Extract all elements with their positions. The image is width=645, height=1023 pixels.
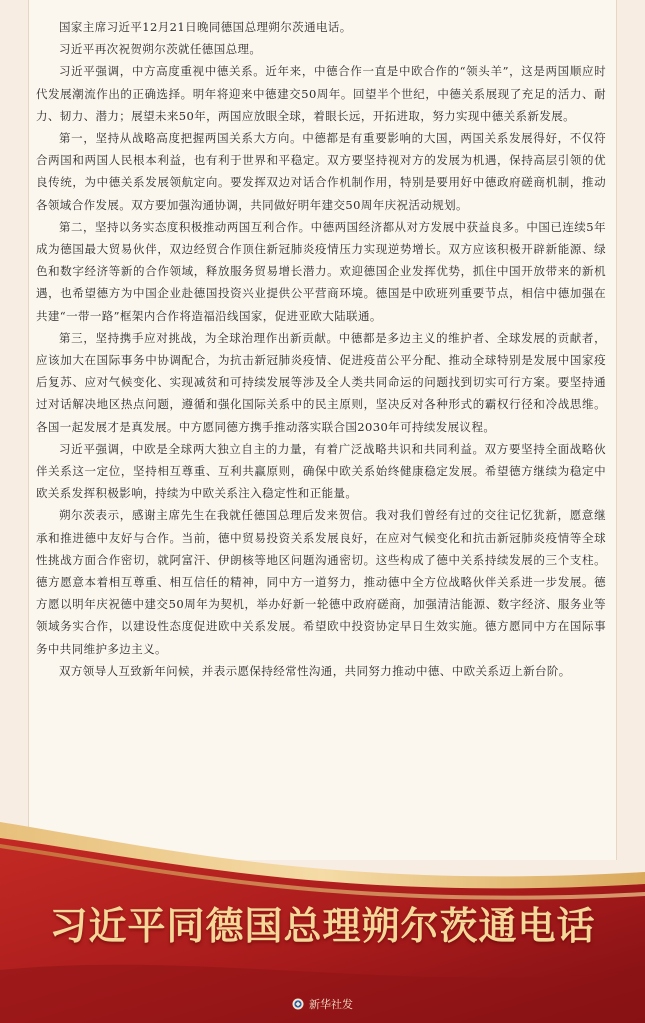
article-body [36, 16, 606, 682]
agency-credit [0, 996, 645, 1012]
article-paragraph: 习近平强调，中欧是全球两大独立自主的力量，有着广泛战略共识和共同利益。双方要坚持全面战略伙伴关系这一定位，坚持相互尊重、互利共赢原则，确保中欧关系始终健康稳定发展。希望德方继续为稳定中欧关系发挥积极影响，持续为中欧关系注入稳定性和正能量。 [36, 441, 606, 501]
article-paragraph: 第一，坚持从战略高度把握两国关系大方向。中德都是有重要影响的大国，两国关系发展得好，不仅符合两国和两国人民根本利益，也有利于世界和平稳定。双方要坚持视对方的发展为机遇，保持高层引领的优良传统，为中德关系发展领航定向。要发挥双边对话合作机制作用，特别是要用好中德政府磋商机制，推动各领域合作发展。双方要加强沟通协调，共同做好明年建交50周年庆祝活动规划。 [36, 131, 606, 212]
article-paragraph: 第三，坚持携手应对挑战，为全球治理作出新贡献。中德都是多边主义的维护者、全球发展的贡献者，应该加大在国际事务中协调配合，为抗击新冠肺炎疫情、促进疫苗公平分配、推动全球特别是发展中国家疫后复苏、应对气候变化、实现减贫和可持续发展等涉及全人类共同命运的问题找到切实可行方案。要坚持通过对话解决地区热点问题，遵循和强化国际关系中的民主原则，坚决反对各种形式的霸权行径和冷战思维。各国一起发展才是真发展。中方愿同德方携手推动落实联合国2030年可持续发展议程。 [36, 330, 606, 434]
banner-title: 习近平同德国总理朔尔茨通电话 [49, 903, 596, 948]
article-paragraph: 第二，坚持以务实态度积极推动两国互利合作。中德两国经济都从对方发展中获益良多。中国已连续5年成为德国最大贸易伙伴，双边经贸合作顶住新冠肺炎疫情压力实现逆势增长。双方应该积极开辟新能源、绿色和数字经济等新的合作领域，释放服务贸易增长潜力。欢迎德国企业发挥优势，抓住中国开放带来的新机遇，也希望德方为中国企业赴德国投资兴业提供公平营商环境。德国是中欧班列重要节点，相信中德加强在共建“一带一路”框架内合作将造福沿线国家，促进亚欧大陆联通。 [36, 219, 606, 323]
agency-label: 新华社发 [309, 998, 353, 1011]
xinhua-logo-icon [292, 998, 304, 1010]
article-paragraph: 双方领导人互致新年问候，并表示愿保持经常性沟通，共同努力推动中德、中欧关系迈上新台阶。 [59, 663, 571, 678]
article-paragraph: 国家主席习近平12月21日晚同德国总理朔尔茨通电话。 [59, 20, 352, 34]
article-paragraph: 习近平强调，中方高度重视中德关系。近年来，中德合作一直是中欧合作的“领头羊”，这是两国顺应时代发展潮流作出的正确选择。明年将迎来中德建交50周年。回望半个世纪，中德关系展现了充足的活力、耐力、韧力、潜力；展望未来50年，两国应放眼全球，着眼长远，开拓进取，努力实现中德关系新发展。 [36, 64, 606, 123]
article-paragraph: 习近平再次祝贺朔尔茨就任德国总理。 [59, 42, 262, 57]
article-paragraph: 朔尔茨表示，感谢主席先生在我就任德国总理后发来贺信。我对我们曾经有过的交往记忆犹新，愿意继承和推进德中友好与合作。当前，德中贸易投资关系发展良好，在应对气候变化和抗击新冠肺炎疫情等全球性挑战方面合作密切，就阿富汗、伊朗核等地区问题沟通密切。这些构成了德中关系持续发展的三个支柱。德方愿意本着相互尊重、相互信任的精神，同中方一道努力，推动德中全方位战略伙伴关系进一步发展。德方愿以明年庆祝德中建交50周年为契机，举办好新一轮德中政府磋商，加强清洁能源、数字经济、服务业等领域务实合作，以建设性态度促进欧中关系发展。希望欧中投资协定早日生效实施。德方愿同中方在国际事务中共同维护多边主义。 [36, 508, 606, 656]
